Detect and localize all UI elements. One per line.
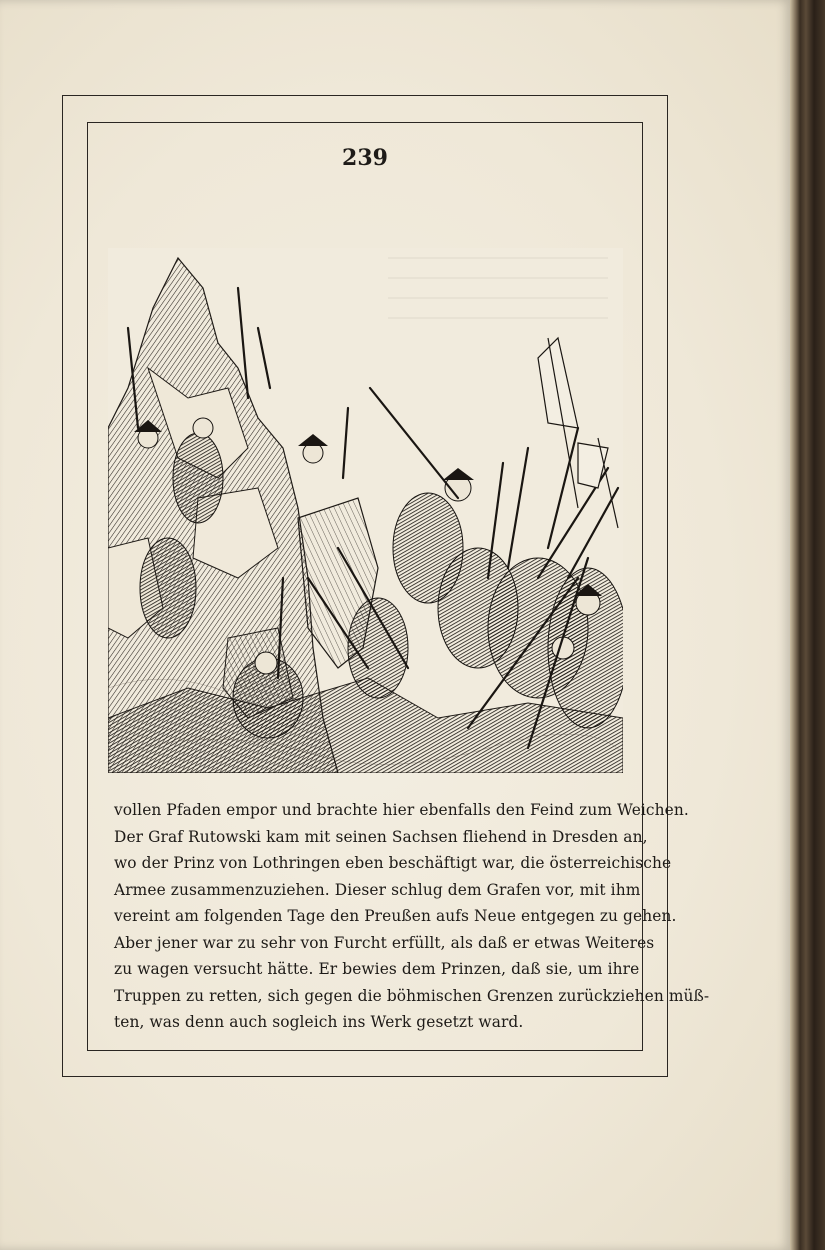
- body-text: [114, 797, 710, 1036]
- text-line: zu wagen versucht hätte. Er bewies dem Prinzen, daß sie, um ihre: [114, 960, 640, 978]
- text-line: ten, was denn auch sogleich ins Werk gesetzt ward.: [114, 1013, 524, 1031]
- battle-engraving-icon: [108, 248, 623, 773]
- text-line: vollen Pfaden empor und brachte hier ebenfalls den Feind zum Weichen.: [114, 801, 689, 819]
- page-number: 239: [342, 145, 388, 171]
- text-line: Armee zusammenzuziehen. Dieser schlug dem Grafen vor, mit ihm: [114, 880, 641, 899]
- book-binding-edge: [790, 0, 825, 1250]
- text-line: vereint am folgenden Tage den Preußen aufs Neue entgegen zu gehen.: [114, 907, 677, 925]
- battle-engraving-illustration: [108, 248, 623, 773]
- text-line: Aber jener war zu sehr von Furcht erfüllt, als daß er etwas Weiteres: [114, 933, 655, 952]
- text-line: Der Graf Rutowski kam mit seinen Sachsen fliehend in Dresden an,: [114, 827, 648, 846]
- text-line: wo der Prinz von Lothringen eben beschäftigt war, die österreichische: [114, 854, 672, 872]
- text-line: Truppen zu retten, sich gegen die böhmischen Grenzen zurückziehen müß-: [114, 986, 710, 1005]
